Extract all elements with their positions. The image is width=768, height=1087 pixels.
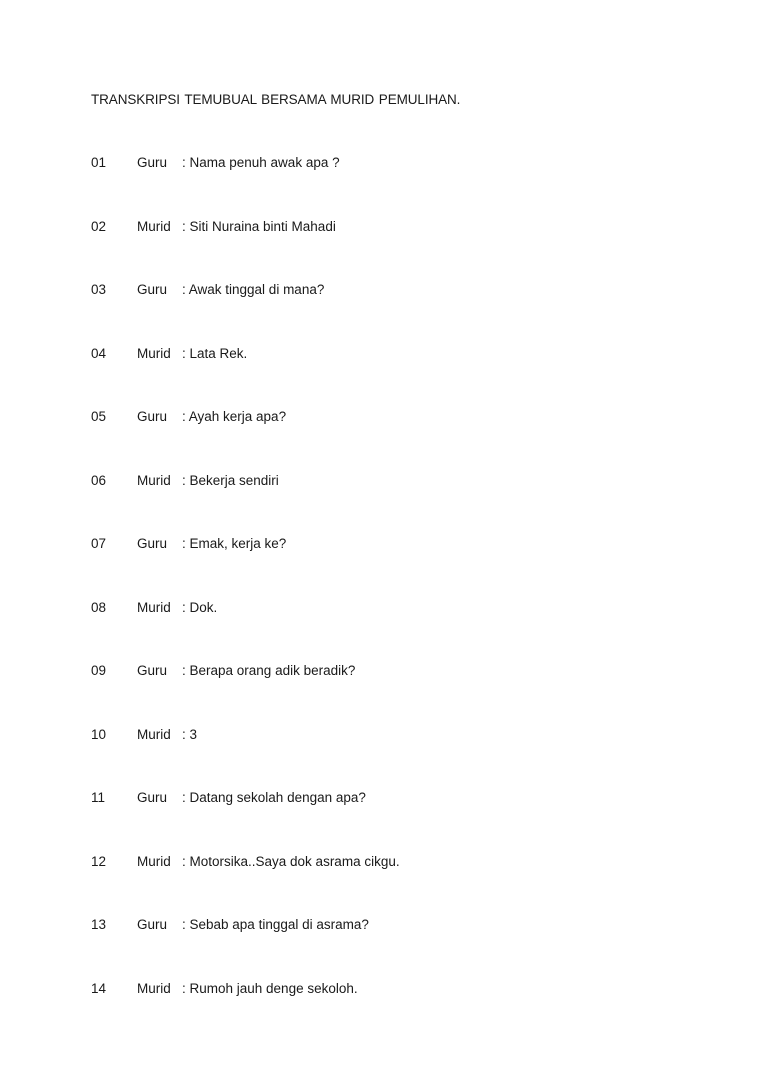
- transcript-line: [91, 409, 731, 473]
- line-number: 14: [91, 980, 107, 996]
- line-number: 08: [91, 599, 107, 615]
- transcript-line: [91, 346, 731, 410]
- line-number: 02: [91, 218, 107, 234]
- speaker-label: Guru: [137, 282, 168, 297]
- transcript-line: [91, 727, 731, 791]
- speaker-label: Guru: [137, 663, 168, 678]
- speaker-label: Murid: [137, 726, 171, 742]
- line-number: 06: [91, 472, 107, 488]
- utterance-text: : Siti Nuraina binti Mahadi: [182, 218, 336, 234]
- utterance-text: : Lata Rek.: [182, 345, 248, 361]
- line-number: 05: [91, 409, 107, 424]
- utterance-text: : Awak tinggal di mana?: [182, 282, 325, 297]
- speaker-label: Guru: [137, 917, 168, 932]
- speaker-label: Murid: [137, 853, 171, 869]
- speaker-label: Murid: [137, 345, 171, 361]
- utterance-text: : Dok.: [182, 599, 218, 615]
- line-number: 11: [91, 790, 106, 805]
- speaker-label: Guru: [137, 536, 168, 551]
- transcript-line: [91, 536, 731, 600]
- transcript-line: [91, 155, 731, 219]
- utterance-text: : Emak, kerja ke?: [182, 536, 287, 551]
- transcript-line: [91, 663, 731, 727]
- line-number: 10: [91, 726, 107, 742]
- utterance-text: : 3: [182, 726, 198, 742]
- transcript-line: [91, 854, 731, 918]
- speaker-label: Guru: [137, 155, 168, 170]
- line-number: 01: [91, 155, 107, 170]
- speaker-label: Murid: [137, 218, 171, 234]
- utterance-text: : Sebab apa tinggal di asrama?: [182, 917, 369, 932]
- line-number: 04: [91, 345, 107, 361]
- line-number: 13: [91, 917, 107, 932]
- utterance-text: : Bekerja sendiri: [182, 472, 279, 488]
- transcript-lines: [91, 155, 731, 1044]
- line-number: 07: [91, 536, 107, 551]
- speaker-label: Guru: [137, 409, 168, 424]
- utterance-text: : Berapa orang adik beradik?: [182, 663, 356, 678]
- transcript-line: [91, 981, 731, 1045]
- line-number: 03: [91, 282, 107, 297]
- line-number: 09: [91, 663, 107, 678]
- transcript-line: [91, 600, 731, 664]
- transcript-line: [91, 790, 731, 854]
- speaker-label: Murid: [137, 980, 171, 996]
- speaker-label: Guru: [137, 790, 168, 805]
- utterance-text: : Ayah kerja apa?: [182, 409, 287, 424]
- utterance-text: : Datang sekolah dengan apa?: [182, 790, 366, 805]
- utterance-text: : Motorsika..Saya dok asrama cikgu.: [182, 853, 400, 869]
- transcript-line: [91, 473, 731, 537]
- transcript-line: [91, 219, 731, 283]
- document-title: TRANSKRIPSI TEMUBUAL BERSAMA MURID PEMULIHAN.: [91, 92, 461, 107]
- utterance-text: : Rumoh jauh denge sekoloh.: [182, 980, 358, 996]
- speaker-label: Murid: [137, 472, 171, 488]
- transcript-line: [91, 282, 731, 346]
- speaker-label: Murid: [137, 599, 171, 615]
- line-number: 12: [91, 853, 107, 869]
- transcript-line: [91, 917, 731, 981]
- utterance-text: : Nama penuh awak apa ?: [182, 155, 340, 170]
